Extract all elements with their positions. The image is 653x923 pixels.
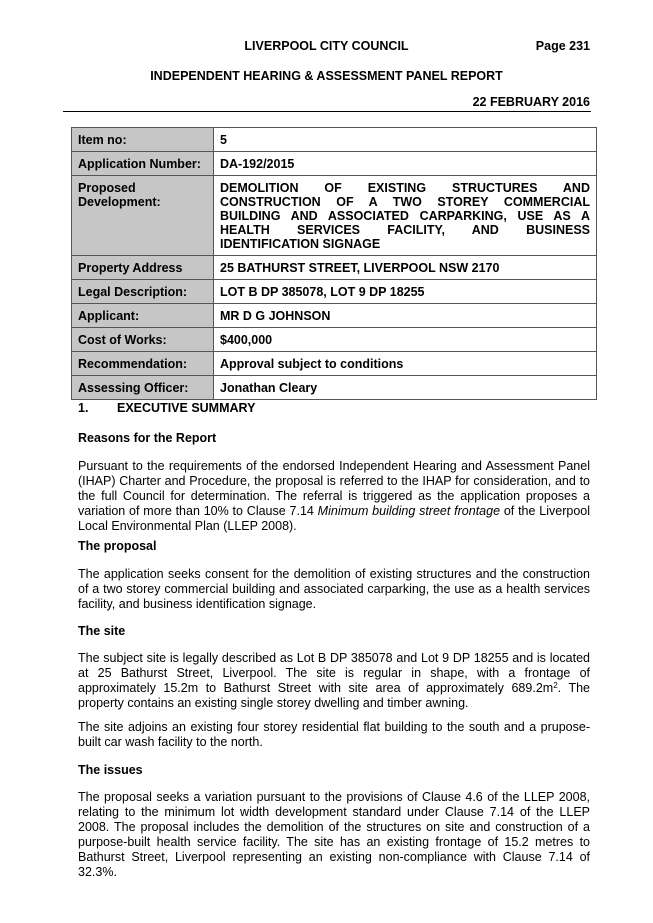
row-label: Item no: <box>72 128 214 152</box>
section-number: 1. <box>78 401 89 415</box>
reasons-heading: Reasons for the Report <box>78 431 217 445</box>
row-label: Property Address <box>72 256 214 280</box>
section-heading <box>78 401 255 416</box>
clause-title: Minimum building street frontage <box>317 504 501 518</box>
table-row <box>72 256 597 280</box>
row-label: Recommendation: <box>72 352 214 376</box>
row-label: Cost of Works: <box>72 328 214 352</box>
row-label: Legal Description: <box>72 280 214 304</box>
table-row <box>72 376 597 400</box>
row-value: Jonathan Cleary <box>214 376 597 400</box>
issues-heading: The issues <box>78 763 143 777</box>
row-value: LOT B DP 385078, LOT 9 DP 18255 <box>214 280 597 304</box>
council-name: LIVERPOOL CITY COUNCIL <box>244 39 409 53</box>
header-divider <box>63 111 591 112</box>
row-value: DA-192/2015 <box>214 152 597 176</box>
row-value: Approval subject to conditions <box>214 352 597 376</box>
table-row <box>72 280 597 304</box>
row-value: DEMOLITION OF EXISTING STRUCTURES AND CONSTRUCTION OF A TWO STOREY COMMERCIAL BUILDING AND ASSOCIATED CARPARKING, USE AS A HEALTH SERVICES FACILITY, AND BUSINESS IDENTIFICATION SIGNAGE <box>214 176 597 256</box>
page-number: Page 231 <box>535 39 590 53</box>
proposal-heading: The proposal <box>78 539 157 553</box>
table-row <box>72 328 597 352</box>
site-heading: The site <box>78 624 126 638</box>
row-value: 25 BATHURST STREET, LIVERPOOL NSW 2170 <box>214 256 597 280</box>
proposal-paragraph: The application seeks consent for the demolition of existing structures and the construction of a two storey commercial building and associated carparking, the use as a health services facility, and business identification signage. <box>78 567 590 611</box>
table-row <box>72 176 597 256</box>
row-label: Assessing Officer: <box>72 376 214 400</box>
table-row <box>72 128 597 152</box>
row-label: Application Number: <box>72 152 214 176</box>
section-title: EXECUTIVE SUMMARY <box>117 401 256 415</box>
row-value: 5 <box>214 128 597 152</box>
superscript: 2 <box>553 681 558 690</box>
row-label: Applicant: <box>72 304 214 328</box>
reasons-paragraph: Pursuant to the requirements of the endorsed Independent Hearing and Assessment Panel (IHAP) Charter and Procedure, the proposal is referred to the IHAP for consideration, and to the full Council for determination. The referral is triggered as the application proposes a variation of more than 10% to Clause 7.14 Minimum building street frontage of the Liverpool Local Environmental Plan (LLEP 2008). <box>78 459 590 533</box>
row-value: $400,000 <box>214 328 597 352</box>
row-value: MR D G JOHNSON <box>214 304 597 328</box>
issues-paragraph: The proposal seeks a variation pursuant to the provisions of Clause 4.6 of the LLEP 2008, relating to the minimum lot width development standard under Clause 7.14 of the LLEP 2008. The proposal includes the demolition of the structures on site and construction of a purpose-built health service facility. The site has an existing frontage of 15.2 metres to Bathurst Street, Liverpool representing an existing non-compliance with Clause 7.14 of 32.3%. <box>78 790 590 879</box>
site-paragraph-2: The site adjoins an existing four storey residential flat building to the south and a prupose-built car wash facility to the north. <box>78 720 590 749</box>
table-row <box>72 352 597 376</box>
table-row <box>72 304 597 328</box>
application-info-table <box>71 127 597 400</box>
report-title: INDEPENDENT HEARING & ASSESSMENT PANEL REPORT <box>150 69 503 83</box>
table-row <box>72 152 597 176</box>
site-paragraph-1: The subject site is legally described as Lot B DP 385078 and Lot 9 DP 18255 and is located at 25 Bathurst Street, Liverpool. The site is regular in shape, with a frontage of approximately 15.2m to Bathurst Street with site area of approximately $689.2m^2$. The property contains an existing single storey dwelling and timber awning. <box>78 651 590 710</box>
report-date: 22 FEBRUARY 2016 <box>472 95 590 109</box>
row-label: Proposed Development: <box>72 176 214 256</box>
